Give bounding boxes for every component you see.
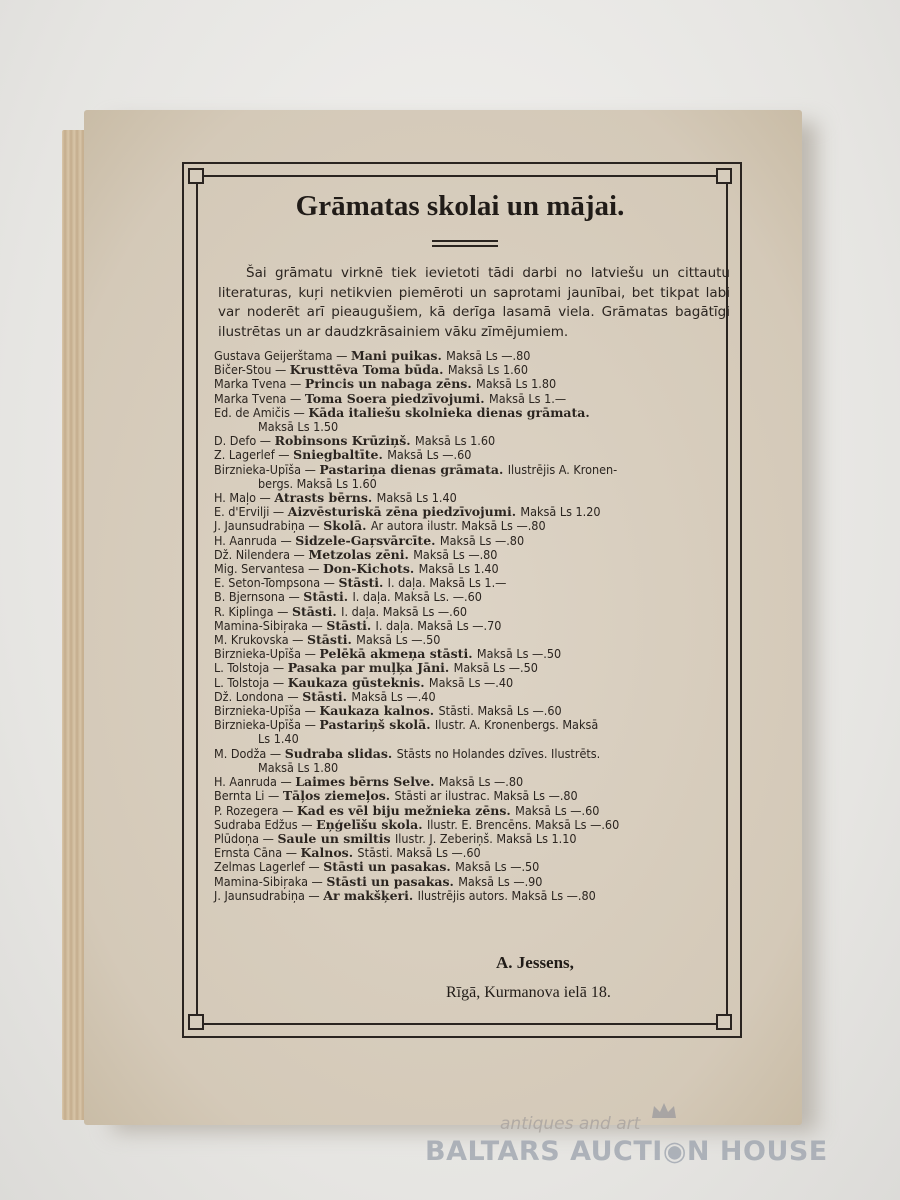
entry-price: Maksā Ls —.50: [453, 660, 538, 676]
entry-price: Ilustr. J. Zeberiņš. Maksā Ls 1.10: [394, 830, 577, 846]
entry-price: Maksā Ls 1.—: [488, 390, 567, 406]
entry-title: Krusttēva Toma būda.: [289, 362, 448, 378]
entry-title: Pastariņš skolā.: [319, 717, 435, 733]
entry-price: Maksā Ls 1.20: [520, 504, 601, 520]
entry-title: Stāsti.: [307, 632, 357, 648]
catalog-entry: [214, 605, 734, 619]
catalog-entry: [214, 576, 734, 590]
entry-title: Kaukaza kalnos.: [319, 703, 439, 719]
entry-author: Bernta Li —: [214, 788, 283, 804]
entry-price: Maksā Ls —.80: [439, 532, 525, 548]
entry-price: Ilustr. A. Kronenbergs. Maksā: [434, 717, 599, 733]
entry-title: Sudraba slidas.: [284, 745, 397, 761]
entry-title: Eņģelīšu skola.: [316, 816, 427, 832]
entry-author: Marka Tvena —: [214, 390, 305, 406]
entry-price: Stāsts no Holandes dzīves. Ilustrēts.: [396, 745, 601, 761]
entry-price: Maksā Ls —.40: [351, 688, 436, 704]
catalog-entry: [214, 704, 734, 718]
entry-title: Stāsti.: [291, 603, 342, 619]
catalog-entry: [214, 349, 734, 363]
corner-ornament: [188, 168, 204, 184]
entry-author: Birznieka-Upīša —: [214, 461, 320, 477]
entry-title: Kad es vēl biju mežnieka zēns.: [296, 802, 516, 818]
catalog-entry: [214, 804, 734, 818]
entry-title: Tāļos ziemeļos.: [282, 788, 395, 804]
entry-price: Maksā Ls —.40: [428, 674, 514, 690]
entry-author: D. Defo —: [214, 433, 275, 449]
entry-author: Dž. Londona —: [214, 688, 303, 704]
entry-title: Skolā.: [323, 518, 371, 534]
watermark-tagline: antiques and art: [500, 1114, 641, 1134]
entry-author: Birznieka-Upīša —: [214, 703, 320, 719]
entry-title: Saule un smiltis: [277, 830, 395, 846]
entry-author: M. Dodža —: [214, 745, 285, 761]
crown-icon: [650, 1102, 678, 1120]
entry-author: Mig. Servantesa —: [214, 561, 323, 577]
entry-title: Don-Kichots.: [322, 561, 419, 577]
entry-author: B. Bjernsona —: [214, 589, 304, 605]
entry-title: Ar makšķeri.: [323, 887, 418, 903]
entry-title: Stāsti.: [338, 575, 388, 591]
entry-title: Stāsti un pasakas.: [326, 873, 459, 889]
entry-author: J. Jaunsudrabiņa —: [214, 518, 324, 534]
entry-price: Maksā Ls 1.60: [447, 362, 528, 378]
entry-title: Pelēkā akmeņa stāsti.: [319, 646, 477, 662]
entry-author: Gustava Geijerštama —: [214, 348, 351, 363]
catalog-entry: [214, 846, 734, 860]
entry-price: Ilustrējis A. Kronen-: [507, 461, 618, 477]
catalog-entry: [214, 448, 734, 462]
catalog-entry: [214, 363, 734, 377]
entry-price: I. daļa. Maksā Ls —.70: [375, 617, 502, 633]
entry-price: Stāsti. Maksā Ls —.60: [357, 845, 481, 861]
entry-author: Ernsta Cāna —: [214, 845, 301, 861]
entry-title: Princis un nabaga zēns.: [304, 376, 477, 392]
entry-author: E. Seton-Tompsona —: [214, 575, 339, 591]
catalog-entry: [214, 619, 734, 633]
entry-author: Birznieka-Upīša —: [214, 717, 320, 733]
entry-author: Plūdoņa —: [214, 830, 278, 846]
entry-price: I. daļa. Maksā Ls. —.60: [352, 589, 482, 605]
entry-author: Dž. Nilendera —: [214, 546, 309, 562]
title-rule: [432, 245, 498, 247]
entry-author: Zelmas Lagerlef —: [214, 859, 324, 875]
entry-author: H. Aanruda —: [214, 532, 296, 548]
entry-author: M. Krukovska —: [214, 632, 307, 648]
entry-author: Sudraba Edžus —: [214, 816, 317, 832]
entry-title: Pastariņa dienas grāmata.: [319, 461, 508, 477]
catalog-entry: [214, 377, 734, 391]
entry-title: Aizvēsturiskā zēna piedzīvojumi.: [287, 504, 521, 520]
entry-author: R. Kiplinga —: [214, 603, 292, 619]
entry-author: P. Rozegera —: [214, 802, 297, 818]
entry-title: Stāsti un pasakas.: [323, 859, 456, 875]
catalog-entry: [214, 747, 734, 775]
corner-ornament: [188, 1014, 204, 1030]
entry-price: Maksā Ls —.90: [458, 873, 543, 889]
entry-author: Bičer-Stou —: [214, 362, 290, 378]
catalog-entry: [214, 534, 734, 548]
entry-price: Maksā Ls —.80: [413, 546, 498, 562]
catalog-entry: [214, 647, 734, 661]
entry-title: Kāda italiešu skolnieka dienas grāmata.: [308, 404, 590, 420]
entry-title: Kalnos.: [300, 845, 358, 861]
entry-title: Stāsti.: [302, 688, 352, 704]
watermark-name: BALTARS AUCTI◉N HOUSE: [425, 1136, 828, 1167]
catalog-entry: [214, 775, 734, 789]
catalog-entry: [214, 818, 734, 832]
catalog-entry: [214, 590, 734, 604]
catalog-entry: [214, 434, 734, 448]
entry-author: L. Tolstoja —: [214, 660, 288, 676]
entry-price: Ar autora ilustr. Maksā Ls —.80: [370, 518, 546, 534]
entry-price: Maksā Ls —.60: [387, 447, 472, 463]
entry-author: Mamina-Sibiŗaka —: [214, 873, 327, 889]
entry-price: Stāsti. Maksā Ls —.60: [438, 703, 562, 719]
entry-author: Birznieka-Upīša —: [214, 646, 320, 662]
catalog-entry: [214, 789, 734, 803]
catalog-entry: [214, 860, 734, 874]
entry-title: Robinsons Krūziņš.: [274, 433, 415, 449]
entry-title: Pasaka par muļķa Jāni.: [287, 660, 454, 676]
entry-author: J. Jaunsudrabiņa —: [214, 887, 324, 903]
entry-title: Kaukaza gūsteknis.: [287, 674, 429, 690]
catalog-entry: [214, 519, 734, 533]
entry-author: Mamina-Sibiŗaka —: [214, 617, 327, 633]
entry-price: Stāsti ar ilustrac. Maksā Ls —.80: [394, 788, 578, 804]
entry-author: Z. Lagerlef —: [214, 447, 294, 463]
entry-price: Maksā Ls —.50: [455, 859, 540, 875]
entry-price: Maksā Ls —.60: [515, 802, 600, 818]
entry-title: Sniegbaltīte.: [293, 447, 388, 463]
entry-author: Ed. de Amičis —: [214, 404, 309, 420]
entry-title: Stāsti.: [303, 589, 353, 605]
publisher-address: Rīgā, Kurmanova ielā 18.: [446, 984, 611, 1001]
entry-price: Maksā Ls —.50: [476, 646, 562, 662]
catalog-entry: [214, 690, 734, 704]
entry-author: H. Aanruda —: [214, 774, 296, 790]
entry-title: Toma Soera piedzīvojumi.: [304, 390, 489, 406]
entry-title: Sidzele-Gaŗsvārcīte.: [295, 532, 440, 548]
catalog-entry: [214, 832, 734, 846]
page-title: Grāmatas skolai un mājai.: [295, 190, 625, 222]
entry-price: Maksā Ls 1.60: [414, 433, 496, 449]
entry-price: Ilustrējis autors. Maksā Ls —.80: [417, 887, 596, 903]
catalog-entry: [214, 676, 734, 690]
entry-title: Mani puikas.: [350, 348, 447, 363]
entry-title: Atrasts bērns.: [274, 490, 377, 506]
entry-price: Maksā Ls 1.80: [476, 376, 557, 392]
entry-title: Laimes bērns Selve.: [295, 774, 439, 790]
entry-price: I. daļa. Maksā Ls —.60: [341, 603, 468, 619]
entry-author: E. d'Ervilji —: [214, 504, 288, 520]
entry-continuation: bergs. Maksā Ls 1.60: [258, 475, 377, 491]
catalog-entry: [214, 505, 734, 519]
entry-author: H. Maļo —: [214, 490, 275, 506]
entry-price: Maksā Ls —.80: [438, 774, 524, 790]
catalog-entry: [214, 548, 734, 562]
catalog-entry: [214, 392, 734, 406]
entry-continuation: Maksā Ls 1.50: [258, 419, 339, 435]
catalog-entry: [214, 463, 734, 491]
entry-price: Maksā Ls —.80: [446, 348, 531, 363]
catalog-entry: [214, 889, 734, 903]
entry-price: Maksā Ls 1.40: [418, 561, 499, 577]
entry-continuation: Ls 1.40: [258, 731, 299, 747]
book-catalog-list: [214, 349, 734, 903]
entry-price: Maksā Ls —.50: [356, 632, 441, 648]
entry-price: Maksā Ls 1.40: [376, 490, 457, 506]
entry-title: Stāsti.: [326, 617, 376, 633]
catalog-entry: [214, 633, 734, 647]
catalog-entry: [214, 718, 734, 746]
entry-author: L. Tolstoja —: [214, 674, 288, 690]
catalog-entry: [214, 661, 734, 675]
entry-continuation: Maksā Ls 1.80: [258, 759, 339, 775]
catalog-entry: [214, 491, 734, 505]
corner-ornament: [716, 168, 732, 184]
entry-title: Metzolas zēni.: [308, 546, 414, 562]
catalog-entry: [214, 875, 734, 889]
catalog-entry: [214, 406, 734, 434]
catalog-entry: [214, 562, 734, 576]
title-rule: [432, 240, 498, 242]
intro-paragraph: Šai grāmatu virknē tiek ievietoti tādi darbi no latviešu un cittautu literaturas, kuŗi netikvien piemēroti un saprotami jaunībai, bet tikpat labi var noderēt arī pieaugušiem, kā derīga lasamā viela. Grāmatas bagātīgi ilustrētas un ar daudzkrāsainiem vāku zīmējumiem.: [218, 265, 730, 340]
entry-author: Marka Tvena —: [214, 376, 305, 392]
entry-price: I. daļa. Maksā Ls 1.—: [387, 575, 507, 591]
publisher-name: A. Jessens,: [496, 953, 574, 972]
entry-price: Ilustr. E. Brencēns. Maksā Ls —.60: [426, 816, 620, 832]
corner-ornament: [716, 1014, 732, 1030]
